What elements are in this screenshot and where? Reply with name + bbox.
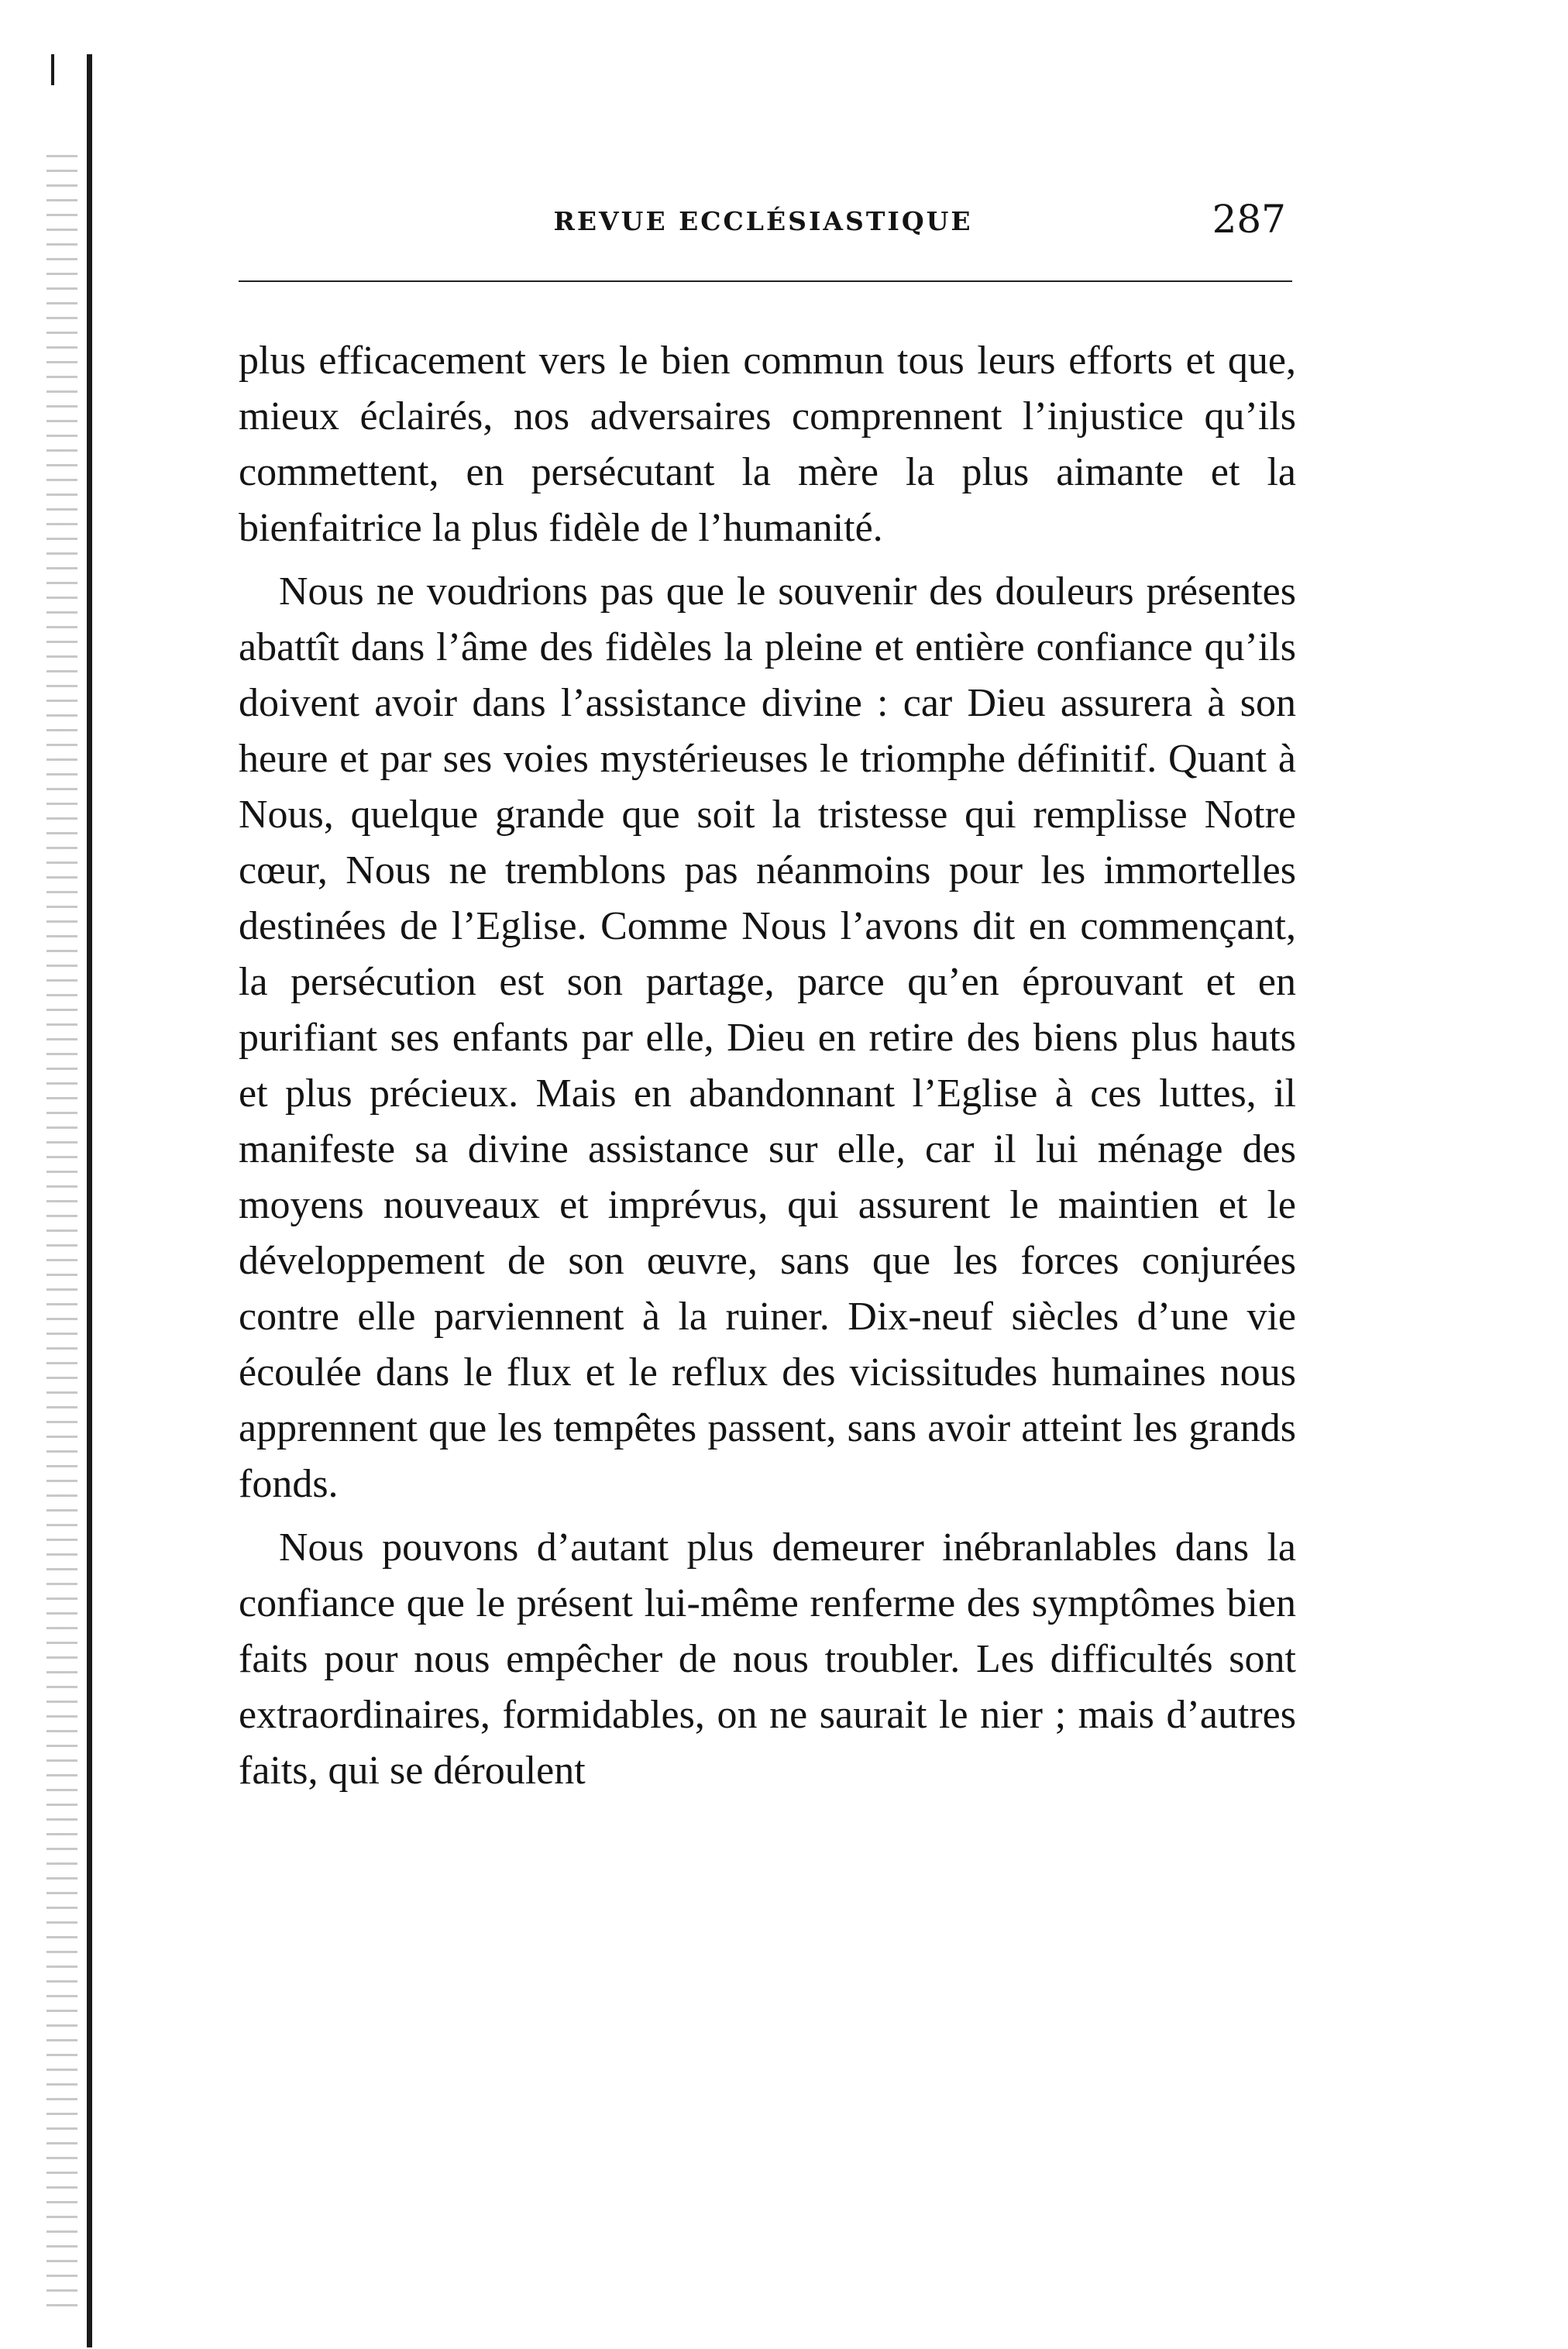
binding-edge-noise — [46, 155, 77, 2309]
page-number: 287 — [1212, 197, 1286, 242]
running-head — [225, 197, 1302, 249]
paragraph: Nous ne voudrions pas que le souvenir des douleurs présentes abattît dans l’âme des fidèles la pleine et entière confiance qu’ils doivent avoir dans l’assistance divine : car Dieu assurera à son heure et par ses voies mystérieuses le triomphe définitif. Quant à Nous, quelque grande que soit la tristesse qui remplisse Notre cœur, Nous ne tremblons pas néanmoins pour les immortelles destinées de l’Eglise. Comme Nous l’avons dit en commençant, la persécution est son partage, parce qu’en éprouvant et en purifiant ses enfants par elle, Dieu en retire des biens plus hauts et plus précieux. Mais en abandonnant l’Eglise à ces luttes, il manifeste sa divine assistance sur elle, car il lui ménage des moyens nouveaux et imprévus, qui assurent le maintien et le développement de son œuvre, sans que les forces conjurées contre elle parviennent à la ruiner. Dix-neuf siècles d’une vie écoulée dans le flux et le reflux des vicissitudes humaines nous apprennent que les tempêtes passent, sans avoir atteint les grands fonds. — [239, 569, 1296, 1506]
paragraph-continuation: plus efficacement vers le bien commun tous leurs efforts et que, mieux éclairés, nos adversaires comprennent l’injustice qu’ils commettent, en persécutant la mère la plus aimante et la bienfaitrice la plus fidèle de l’humanité. — [239, 339, 1296, 550]
binding-mark — [51, 54, 54, 85]
paragraph: Nous pouvons d’autant plus demeurer inébranlables dans la confiance que le présent lui-même renferme des symptômes bien faits pour nous empêcher de nous troubler. Les difficultés sont extraordinaires, formidables, on ne saurait le nier ; mais d’autres faits, qui se déroulent — [239, 1525, 1296, 1793]
journal-title: REVUE ECCLÉSIASTIQUE — [553, 206, 973, 236]
header-rule — [239, 280, 1292, 282]
body-text — [239, 333, 1296, 1807]
binding-edge-line — [87, 54, 92, 2347]
